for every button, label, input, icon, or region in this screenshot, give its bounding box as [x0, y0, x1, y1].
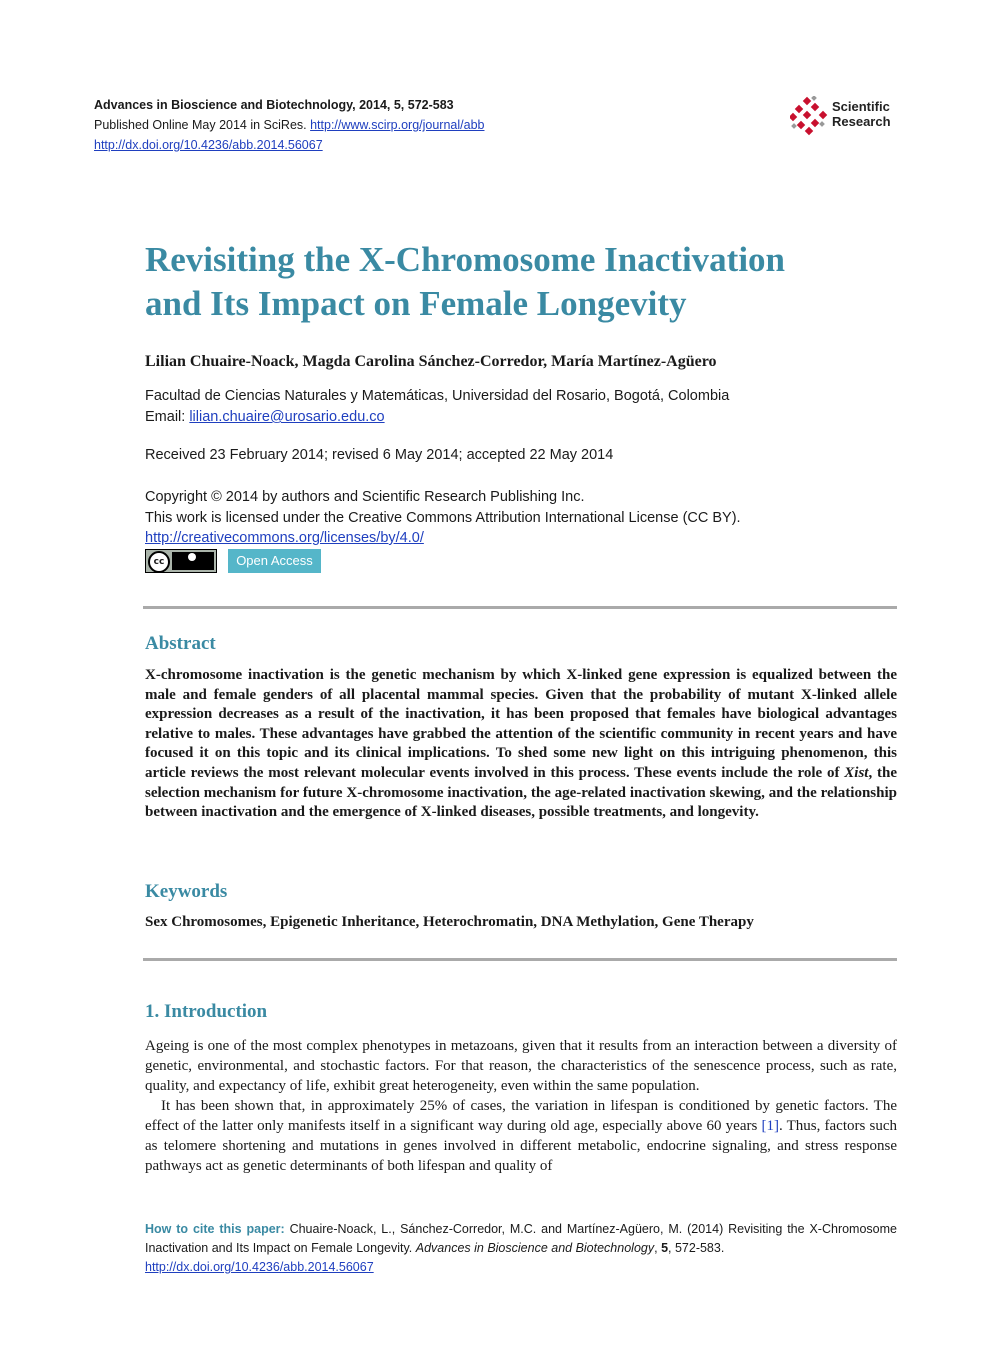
received-dates: Received 23 February 2014; revised 6 May 2014; accepted 22 May 2014 [145, 447, 614, 463]
how-to-cite-separator: , [654, 1241, 662, 1255]
logo-line-1: Scientific [832, 99, 890, 114]
scientific-research-logo [790, 96, 910, 136]
keywords-heading: Keywords [145, 881, 228, 902]
divider-bottom [143, 958, 897, 961]
journal-header [94, 95, 484, 155]
abstract-part-2: , the selection mechanism for future X-chromosome inactivation, the age-related inactivation skewing, and the relationship between inactivation and the emergence of X-linked diseases, possible treatments, and longevity. [145, 764, 897, 821]
how-to-cite-pages: , 572-583. [668, 1241, 725, 1255]
open-access-badge: Open Access [228, 549, 321, 573]
abstract-part-1: X-chromosome inactivation is the genetic mechanism by which X-linked gene expression is equalized between the male and female genders of all placental mammal species. Given that the probability of mutant X-linked allele expression decreases as a result of the inactivation, it has been proposed that females have biological advantages relative to males. These advantages have grabbed the attention of the scientific community in recent years and have focused it on this topic and its clinical implications. To shed some new light on this intriguing phenomenon, this article reviews the most relevant molecular events involved in this process. These events include the role of [145, 667, 897, 781]
affiliation: Facultad de Ciencias Naturales y Matemáticas, Universidad del Rosario, Bogotá, Colombia [145, 388, 730, 404]
divider-top [143, 606, 897, 609]
published-line [94, 115, 484, 135]
introduction-body [145, 1036, 897, 1176]
title-line-1: Revisiting the X-Chromosome Inactivation [145, 240, 786, 279]
how-to-cite-journal: Advances in Bioscience and Biotechnology [415, 1241, 655, 1255]
intro-p2-text-a: It has been shown that, in approximately 25% of cases, the variation in lifespan is conditioned by genetic factors. The effect of the latter only manifests itself in a significant way during old age, especially above 60 years [145, 1098, 897, 1134]
copyright-block [145, 487, 741, 549]
how-to-cite-doi-link[interactable]: http://dx.doi.org/10.4236/abb.2014.56067 [145, 1260, 374, 1274]
email-link[interactable]: lilian.chuaire@urosario.edu.co [189, 409, 385, 425]
abstract-heading: Abstract [145, 633, 216, 654]
how-to-cite-volume: 5 [661, 1241, 669, 1255]
abstract-text [145, 666, 897, 823]
logo-icon [790, 96, 830, 136]
intro-paragraph-2 [145, 1096, 897, 1176]
license-line: This work is licensed under the Creative Commons Attribution International License (CC BY). [145, 509, 741, 526]
logo-text [832, 99, 891, 129]
cc-by-person-icon [172, 552, 214, 570]
email-line [145, 407, 729, 428]
intro-paragraph-1: Ageing is one of the most complex phenotypes in metazoans, given that it results from an interaction between a diversity of genetic, environmental, and stochastic factors. For that reason, the characteristics of the senescence process, such as rate, quality, and expectancy of life, exhibit great heterogeneity, even within the same population. [145, 1038, 897, 1094]
authors: Lilian Chuaire-Noack, Magda Carolina Sánchez-Corredor, María Martínez-Agüero [145, 353, 717, 370]
license-link[interactable]: http://creativecommons.org/licenses/by/4.0/ [145, 530, 424, 546]
intro-p2-text-b: . Thus, factors such as telomere shortening and mutations in genes involved in different metabolic, endocrine signaling, and stress response pathways act as genetic determinants of both lifespan and quality of [145, 1118, 897, 1174]
reference-link-1[interactable]: [1] [761, 1118, 779, 1134]
journal-link[interactable]: http://www.scirp.org/journal/abb [310, 118, 485, 132]
keywords-list: Sex Chromosomes, Epigenetic Inheritance, Heterochromatin, DNA Methylation, Gene Therapy [145, 914, 754, 930]
email-label: Email: [145, 409, 190, 425]
cc-by-license-icon[interactable] [145, 549, 217, 573]
how-to-cite [145, 1220, 897, 1277]
affiliation-block [145, 386, 729, 428]
paper-title [145, 238, 905, 326]
title-line-2: and Its Impact on Female Longevity [145, 284, 687, 323]
introduction-heading: 1. Introduction [145, 1001, 268, 1022]
doi-line [94, 135, 484, 155]
journal-citation: Advances in Bioscience and Biotechnology, 2014, 5, 572-583 [94, 98, 454, 112]
license-url-line [145, 528, 741, 549]
how-to-cite-text: Chuaire-Noack, L., Sánchez-Corredor, M.C. and Martínez-Agüero, M. (2014) Revisiting the X-Chromosome Inactivation and Its Impact on Female Longevity. [145, 1222, 897, 1255]
published-text: Published Online May 2014 in SciRes. [94, 118, 311, 132]
logo-line-2: Research [832, 114, 891, 129]
abstract-italic-xist: Xist [844, 764, 869, 781]
copyright-line: Copyright © 2014 by authors and Scientific Research Publishing Inc. [145, 489, 585, 505]
how-to-cite-label: How to cite this paper: [145, 1222, 285, 1236]
doi-link[interactable]: http://dx.doi.org/10.4236/abb.2014.56067 [94, 138, 323, 152]
cc-circle-icon: cc [148, 551, 170, 573]
